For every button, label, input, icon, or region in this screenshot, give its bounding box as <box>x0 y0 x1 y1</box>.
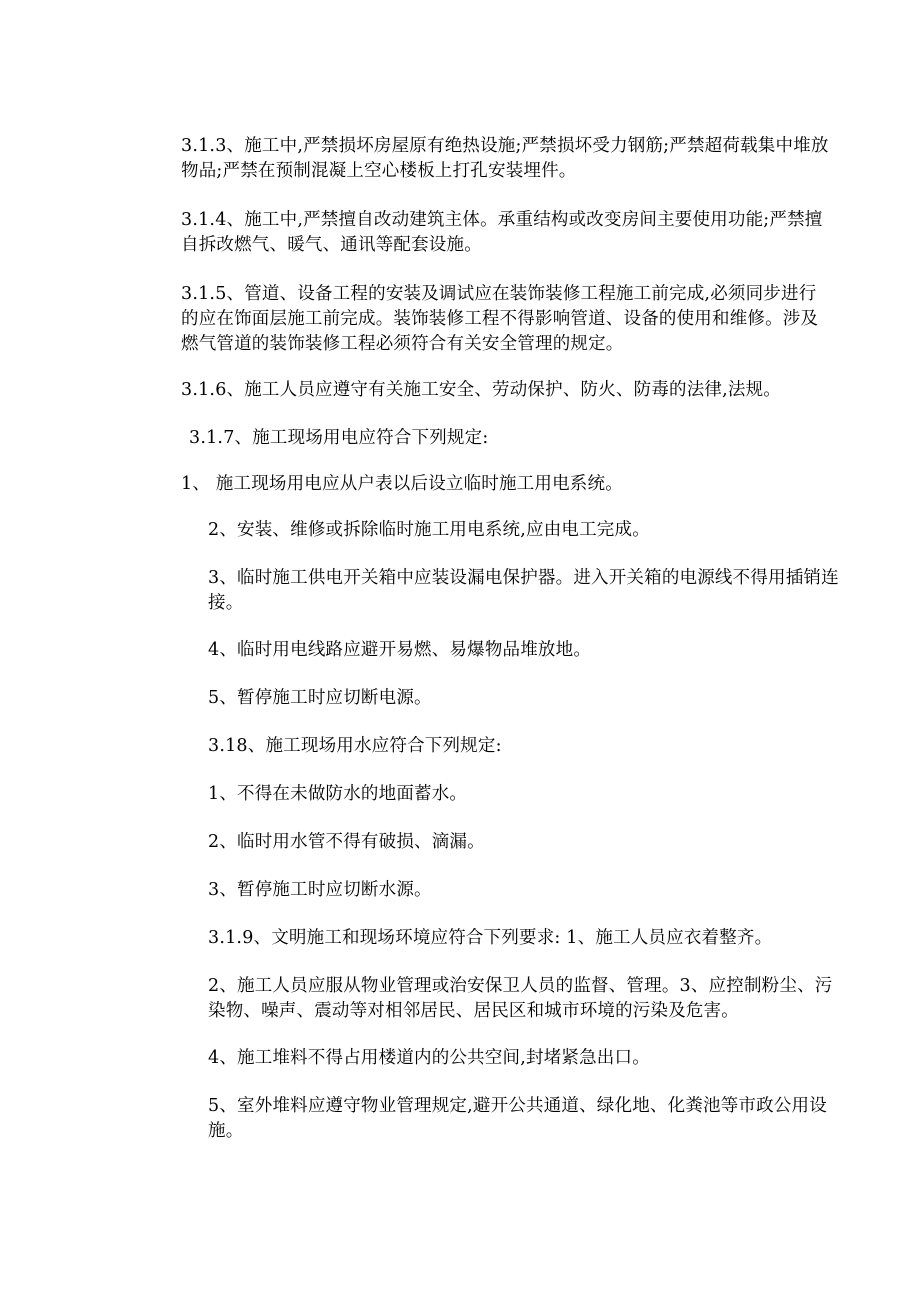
list-item-electric-1: 1、 施工现场用电应从户表以后设立临时施工用电系统。 <box>181 474 623 494</box>
paragraph-3-1-3: 3.1.3、施工中,严禁损坏房屋原有绝热设施;严禁损坏受力钢筋;严禁超荷载集中堆放物品;严禁在预制混凝上空心楼板上打孔安装埋件。 <box>181 136 829 181</box>
list-item-electric-5: 5、暂停施工时应切断电源。 <box>208 688 432 708</box>
list-item-water-1: 1、不得在未做防水的地面蓄水。 <box>208 784 468 804</box>
paragraph-3-1-9: 3.1.9、文明施工和现场环境应符合下列要求: 1、施工人员应衣着整齐。 <box>208 928 773 948</box>
list-item-civil-4: 4、施工堆料不得占用楼道内的公共空间,封堵紧急出口。 <box>208 1048 650 1068</box>
paragraph-3-1-5: 3.1.5、管道、设备工程的安装及调试应在装饰装修工程施工前完成,必须同步进行的应在饰面层施工前完成。装饰装修工程不得影响管道、设备的使用和维修。涉及燃气管道的装饰装修工程必须符合有关安全管理的规定。 <box>181 284 819 354</box>
list-item-water-3: 3、暂停施工时应切断水源。 <box>208 880 432 900</box>
list-item-water-2: 2、临时用水管不得有破损、滴漏。 <box>208 832 485 852</box>
list-item-electric-3: 3、临时施工供电开关箱中应装设漏电保护器。进入开关箱的电源线不得用插销连接。 <box>208 568 839 613</box>
list-item-electric-4: 4、临时用电线路应避开易燃、易爆物品堆放地。 <box>208 640 592 660</box>
paragraph-3-1-4: 3.1.4、施工中,严禁擅自改动建筑主体。承重结构或改变房间主要使用功能;严禁擅自拆改燃气、暖气、通讯等配套设施。 <box>181 210 823 255</box>
list-item-civil-5: 5、室外堆料应遵守物业管理规定,避开公共通道、绿化地、化粪池等市政公用设施。 <box>208 1096 827 1141</box>
list-item-civil-2-3: 2、施工人员应服从物业管理或治安保卫人员的监督、管理。3、应控制粉尘、污染物、噪声、震动等对相邻居民、居民区和城市环境的污染及危害。 <box>208 976 833 1021</box>
paragraph-3-1-6: 3.1.6、施工人员应遵守有关施工安全、劳动保护、防火、防毒的法律,法规。 <box>181 380 781 400</box>
paragraph-3-1-8: 3.18、施工现场用水应符合下列规定: <box>208 736 502 756</box>
paragraph-3-1-7: 3.1.7、施工现场用电应符合下列规定: <box>189 428 489 448</box>
list-item-electric-2: 2、安装、维修或拆除临时施工用电系统,应由电工完成。 <box>208 520 650 540</box>
